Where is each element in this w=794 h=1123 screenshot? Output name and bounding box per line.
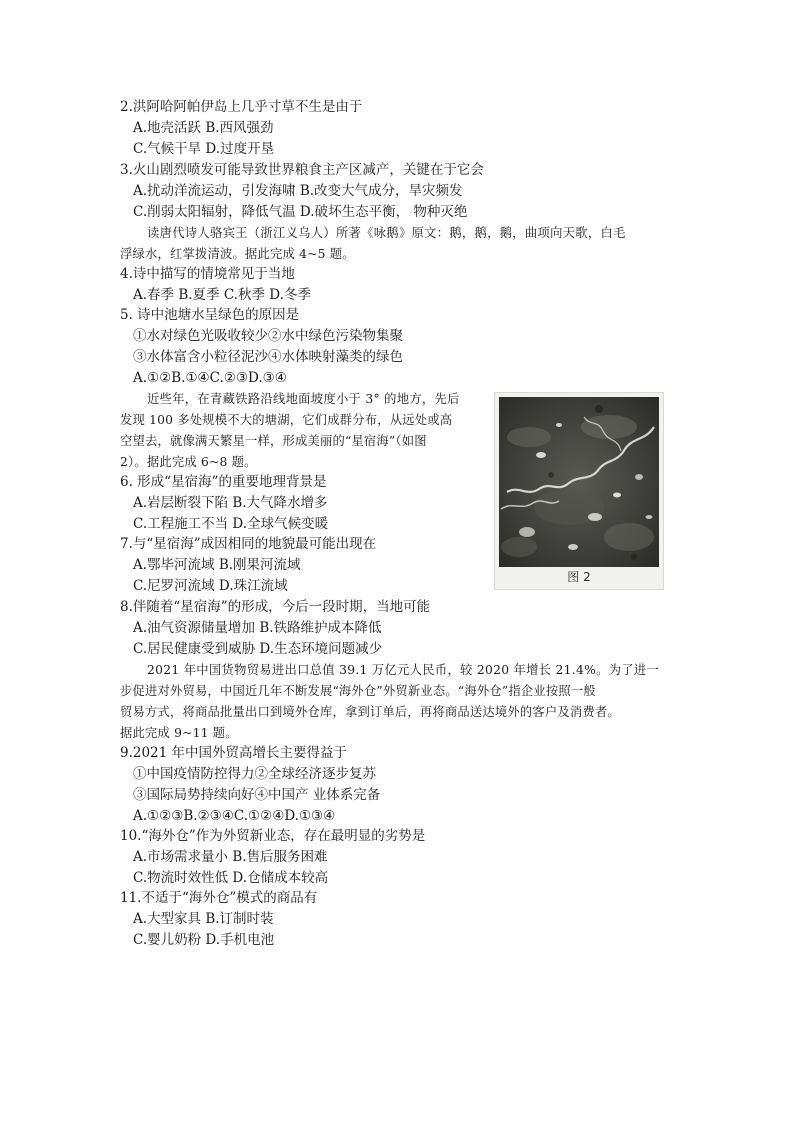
question-9-stem: 9.2021 年中国外贸高增长主要得益于 xyxy=(120,745,348,761)
passage-3-line-3: 贸易方式，将商品批量出口到境外仓库，拿到订单后，再将商品送达境外的客户及消费者。 xyxy=(120,705,620,719)
question-6-options-ab: A.岩层断裂下陷 B.大气降水增多 xyxy=(133,495,328,511)
passage-3-line-1: 2021 年中国货物贸易进出口总值 39.1 万亿元人民币，较 2020 年增长 21.4%。为了进一 xyxy=(147,663,660,677)
question-8-options-ab: A.油气资源储量增加 B.铁路维护成本降低 xyxy=(133,620,382,636)
question-3-options-cd: C.削弱太阳辐射，降低气温 D.破坏生态平衡， 物种灭绝 xyxy=(133,204,468,220)
question-4-stem: 4.诗中描写的情境常见于当地 xyxy=(120,266,295,282)
question-5-statements-34: ③水体富含小粒径泥沙④水体映射藻类的绿色 xyxy=(133,349,403,365)
question-10-stem: 10.“海外仓”作为外贸新业态，存在最明显的劣势是 xyxy=(120,828,426,844)
question-8-stem: 8.伴随着“星宿海”的形成，今后一段时期，当地可能 xyxy=(120,599,431,615)
question-4-options: A.春季 B.夏季 C.秋季 D.冬季 xyxy=(133,287,311,303)
figure-2-caption: 图 2 xyxy=(567,570,591,584)
question-11-options-ab: A.大型家具 B.订制时装 xyxy=(133,911,274,927)
passage-1-line-1: 读唐代诗人骆宾王（浙江义乌人）所著《咏鹅》原文：鹅，鹅，鹅，曲项向天歌，白毛 xyxy=(147,226,626,240)
question-9-statements-34: ③国际局势持续向好④中国产 业体系完备 xyxy=(133,787,381,803)
passage-2-line-4: 2）。据此完成 6~8 题。 xyxy=(120,455,257,469)
passage-2-line-1: 近些年，在青藏铁路沿线地面坡度小于 3° 的地方，先后 xyxy=(147,392,460,406)
question-5-stem: 5. 诗中池塘水呈绿色的原因是 xyxy=(120,307,300,323)
question-2-stem: 2.洪阿哈阿帕伊岛上几乎寸草不生是由于 xyxy=(120,99,363,115)
question-5-options: A.①②B.①④C.②③D.③④ xyxy=(133,370,287,386)
passage-3-line-2: 步促进对外贸易，中国近几年不断发展“海外仓”外贸新业态。“海外仓”指企业按照一般 xyxy=(120,684,596,698)
question-8-options-cd: C.居民健康受到威胁 D.生态环境问题减少 xyxy=(133,641,383,657)
question-10-options-ab: A.市场需求量小 B.售后服务困难 xyxy=(133,849,328,865)
figure-2 xyxy=(494,392,664,590)
question-11-stem: 11.不适于“海外仓”模式的商品有 xyxy=(120,890,318,906)
question-6-stem: 6. 形成“星宿海”的重要地理背景是 xyxy=(120,474,327,490)
question-5-statements-12: ①水对绿色光吸收较少②水中绿色污染物集聚 xyxy=(133,328,403,344)
question-2-options-cd: C.气候干旱 D.过度开垦 xyxy=(133,141,275,157)
question-7-options-cd: C.尼罗河流域 D.珠江流域 xyxy=(133,578,288,594)
passage-1-line-2: 浮绿水，红掌拨清波。据此完成 4~5 题。 xyxy=(120,247,355,261)
question-3-stem: 3.火山剧烈喷发可能导致世界粮食主产区减产，关键在于它会 xyxy=(120,162,484,178)
question-9-options: A.①②③B.②③④C.①②④D.①③④ xyxy=(133,808,336,824)
passage-2-line-3: 空望去，就像满天繁星一样，形成美丽的“星宿海”（如图 xyxy=(120,434,427,448)
question-7-stem: 7.与“星宿海”成因相同的地貌最可能出现在 xyxy=(120,536,377,552)
star-lakes-photo xyxy=(499,397,659,567)
passage-2-line-2: 发现 100 多处规模不大的塘湖，它们成群分布，从远处或高 xyxy=(120,413,453,427)
question-7-options-ab: A.鄂毕河流域 B.刚果河流域 xyxy=(133,557,301,573)
question-2-options-ab: A.地壳活跃 B.西风强劲 xyxy=(133,120,274,136)
passage-3-line-4: 据此完成 9~11 题。 xyxy=(120,726,238,740)
question-11-options-cd: C.婴儿奶粉 D.手机电池 xyxy=(133,932,275,948)
question-10-options-cd: C.物流时效性低 D.仓储成本较高 xyxy=(133,870,329,886)
question-3-options-ab: A.扰动洋流运动，引发海啸 B.改变大气成分，旱灾频发 xyxy=(133,183,463,199)
question-9-statements-12: ①中国疫情防控得力②全球经济逐步复苏 xyxy=(133,766,376,782)
question-6-options-cd: C.工程施工不当 D.全球气候变暖 xyxy=(133,516,329,532)
